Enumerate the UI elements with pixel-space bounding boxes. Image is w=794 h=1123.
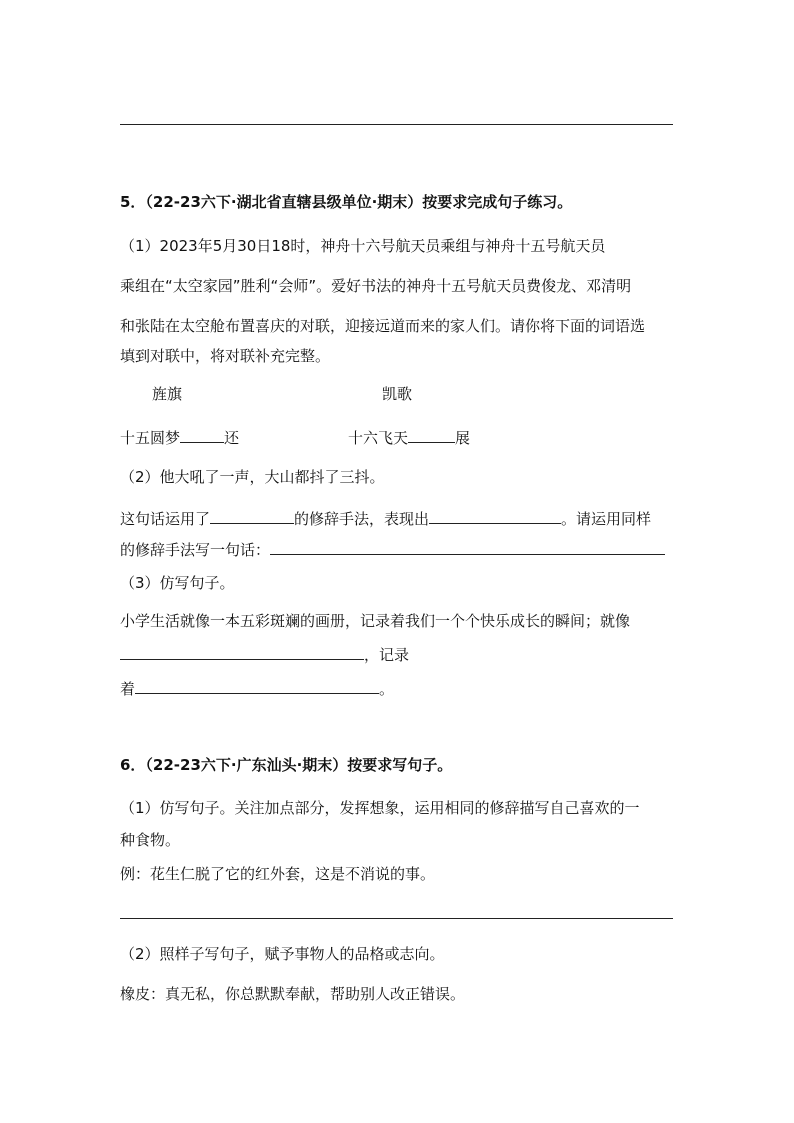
q6-p1-line2: 种食物。 bbox=[120, 831, 181, 849]
q5-p2-text-b: 的修辞手法，表现出 bbox=[294, 510, 430, 528]
q6-p2-example: 橡皮：真无私，你总默默奉献，帮助别人改正错误。 bbox=[120, 985, 466, 1003]
couplet-line-1 bbox=[120, 426, 239, 448]
couplet1-pre: 十五圆梦 bbox=[120, 429, 181, 447]
couplet1-post: 还 bbox=[224, 429, 240, 447]
q5-p1-line3: 和张陆在太空舱布置喜庆的对联，迎接远道而来的家人们。请你将下面的词语选 bbox=[120, 317, 646, 335]
top-answer-line bbox=[120, 124, 673, 125]
word-option-2: 凯歌 bbox=[382, 385, 413, 403]
q5-p2-text-d: 的修辞手法写一句话： bbox=[120, 541, 271, 559]
sentence-blank[interactable] bbox=[270, 538, 665, 555]
q5-p2: （2）他大吼了一声，大山都抖了三抖。 bbox=[120, 468, 385, 486]
q5-p2-text-a: 这句话运用了 bbox=[120, 510, 211, 528]
couplet2-post: 展 bbox=[455, 429, 471, 447]
q5-p2-question-line1 bbox=[120, 507, 651, 529]
couplet1-blank[interactable] bbox=[180, 426, 224, 443]
q5-p3-line1: 小学生活就像一本五彩斑斓的画册，记录着我们一个个快乐成长的瞬间；就像 bbox=[120, 612, 631, 630]
rhetoric-blank[interactable] bbox=[210, 507, 294, 524]
q6-answer-line[interactable] bbox=[120, 918, 673, 919]
q5-p3-line2-text: ，记录 bbox=[364, 646, 410, 664]
imitation-blank-2[interactable] bbox=[135, 677, 379, 694]
q5-p2-text-c: 。请运用同样 bbox=[561, 510, 652, 528]
q5-p3-line3 bbox=[120, 677, 394, 699]
q5-header: 5．（22-23六下·湖北省直辖县级单位·期末）按要求完成句子练习。 bbox=[120, 193, 573, 211]
couplet2-blank[interactable] bbox=[408, 426, 455, 443]
expression-blank[interactable] bbox=[429, 507, 561, 524]
q6-header: 6．（22-23六下·广东汕头·期末）按要求写句子。 bbox=[120, 756, 453, 774]
q5-p3: （3）仿写句子。 bbox=[120, 574, 235, 592]
q5-p3-line3-post: 。 bbox=[379, 680, 395, 698]
q5-p3-line2 bbox=[120, 643, 409, 665]
q6-example: 例：花生仁脱了它的红外套，这是不消说的事。 bbox=[120, 865, 436, 883]
q6-p2: （2）照样子写句子，赋予事物人的品格或志向。 bbox=[120, 945, 445, 963]
q5-p1-line1: （1）2023年5月30日18时，神舟十六号航天员乘组与神舟十五号航天员 bbox=[120, 237, 606, 255]
couplet2-pre: 十六飞天 bbox=[348, 429, 409, 447]
q6-p1-line1: （1）仿写句子。关注加点部分，发挥想象，运用相同的修辞描写自己喜欢的一 bbox=[120, 799, 640, 817]
couplet-line-2 bbox=[348, 426, 470, 448]
q5-p1-line2: 乘组在“太空家园”胜利“会师”。爱好书法的神舟十五号航天员费俊龙、邓清明 bbox=[120, 277, 632, 295]
imitation-blank-1[interactable] bbox=[120, 643, 364, 660]
word-option-1: 旌旗 bbox=[152, 385, 183, 403]
q5-p2-question-line2 bbox=[120, 538, 665, 560]
q5-p3-line3-pre: 着 bbox=[120, 680, 136, 698]
q5-p1-line4: 填到对联中，将对联补充完整。 bbox=[120, 347, 331, 365]
